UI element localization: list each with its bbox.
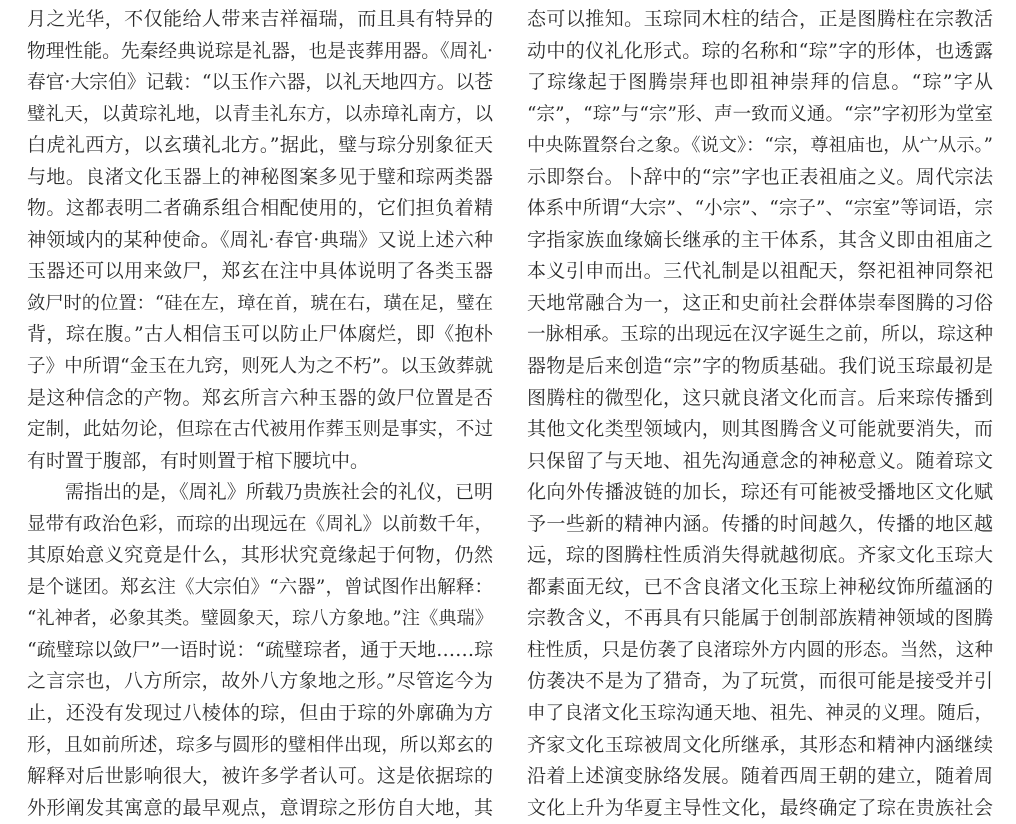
text-line: 一脉相承。玉琮的出现远在汉字诞生之前，所以，琮这种: [527, 324, 993, 346]
text-line: 予一些新的精神内涵。传播的时间越久，传播的地区越: [527, 512, 993, 535]
text-line: 态可以推知。玉琮同木柱的结合，正是图腾柱在宗教活: [527, 8, 993, 30]
text-line: 形，且如前所述，琮多与圆形的璧相伴出现，所以郑玄的: [27, 734, 493, 756]
text-line: 显带有政治色彩，而琮的出现远在《周礼》以前数千年，: [27, 513, 493, 535]
text-line: 背，琮在腹。”古人相信玉可以防止尸体腐烂，即《抱朴: [27, 323, 493, 346]
text-line: 了琮缘起于图腾崇拜也即祖神崇拜的信息。“琮”字从: [527, 71, 993, 94]
text-line: 申了良渚文化玉琮沟通天地、祖先、神灵的义理。随后，: [527, 703, 993, 725]
text-line: 宗教含义，不再具有只能属于创制部族精神领域的图腾: [527, 607, 993, 630]
text-line: 春官·大宗伯》记载：“以玉作六器，以礼天地四方。以苍: [27, 72, 493, 94]
text-line: 图腾柱的微型化，这只就良渚文化而言。后来琮传播到: [527, 386, 993, 409]
text-line: 示即祭台。卜辞中的“宗”字也正表祖庙之义。周代宗法: [527, 165, 993, 188]
text-line: 仿袭决不是为了猎奇，为了玩赏，而很可能是接受并引: [527, 670, 993, 693]
text-line: 天地常融合为一，这正和史前社会群体崇奉图腾的习俗: [527, 291, 993, 314]
text-line: 月之光华，不仅能给人带来吉祥福瑞，而且具有特异的: [27, 8, 493, 30]
text-line: 都素面无纹，已不含良渚文化玉琮上神秘纹饰所蕴涵的: [527, 575, 993, 598]
text-line: 文化上升为华夏主导性文化，最终确定了琮在贵族社会: [527, 796, 993, 819]
text-line: 与地。良渚文化玉器上的神秘图案多见于璧和琮两类器: [27, 165, 493, 188]
text-line: 玉器还可以用来敛尸，郑玄在注中具体说明了各类玉器: [27, 260, 493, 283]
text-line: 神领域内的某种使命。《周礼·春官·典瑞》又说上述六种: [27, 228, 493, 251]
text-line: 敛尸时的位置：“硅在左，璋在首，琥在右，璜在足，璧在: [27, 292, 493, 314]
text-line: 体系中所谓“大宗”、“小宗”、“宗子”、“宗室”等词语，宗: [527, 198, 993, 220]
text-line: 解释对后世影响很大，被许多学者认可。这是依据琮的: [27, 765, 493, 788]
text-line: 止，还没有发现过八棱体的琮，但由于琮的外廓确为方: [27, 702, 493, 725]
text-line: 其他文化类型领域内，则其图腾含义可能就要消失，而: [527, 418, 993, 441]
text-line: 白虎礼西方，以玄璜礼北方。”据此，璧与琮分别象征天: [27, 134, 493, 157]
right-text-column: [527, 4, 993, 824]
text-line: 动中的仪礼化形式。琮的名称和“琮”字的形体，也透露: [527, 39, 993, 62]
text-line: 定制，此姑勿论，但琮在古代被用作葬玉则是事实，不过: [27, 419, 493, 441]
text-line: 齐家文化玉琮被周文化所继承，其形态和精神内涵继续: [527, 733, 993, 756]
text-line: 物。这都表明二者确系组合相配使用的，它们担负着精: [27, 197, 493, 220]
text-line: 子》中所谓“金玉在九窍，则死人为之不朽”。以玉敛葬就: [27, 356, 493, 378]
text-line: 物理性能。先秦经典说琮是礼器，也是丧葬用器。《周礼·: [27, 40, 493, 62]
text-line: 璧礼天，以黄琮礼地，以青圭礼东方，以赤璋礼南方，以: [27, 103, 493, 125]
text-line: 其原始意义究竟是什么，其形状究竟缘起于何物，仍然: [27, 544, 493, 567]
text-line: 只保留了与天地、祖先沟通意念的神秘意义。随着琮文: [527, 449, 993, 472]
text-line: 是这种信念的产物。郑玄所言六种玉器的敛尸位置是否: [27, 386, 493, 409]
text-line: 本义引申而出。三代礼制是以祖配天，祭祀祖神同祭祀: [527, 260, 993, 283]
text-line: “礼神者，必象其类。璧圆象天，琮八方象地。”注《典瑞》: [27, 608, 493, 630]
text-line: 远，琮的图腾柱性质消失得就越彻底。齐家文化玉琮大: [527, 544, 993, 567]
paragraph-first-line: 需指出的是，《周礼》所载乃贵族社会的礼仪，已明: [65, 481, 493, 504]
text-line: “疏璧琮以敛尸”一语时说：“疏璧琮者，通于天地……琮: [27, 638, 493, 661]
text-line: 器物是后来创造“宗”字的物质基础。我们说玉琮最初是: [527, 355, 993, 378]
text-line: “宗”，“琮”与“宗”形、声一致而义通。“宗”字初形为堂室: [527, 103, 993, 125]
text-line: 外形阐发其寓意的最早观点，意谓琮之形仿自大地，其: [27, 796, 493, 819]
text-line: 之言宗也，八方所宗，故外八方象地之形。”尽管迄今为: [27, 670, 493, 693]
text-line: 是个谜团。郑玄注《大宗伯》“六器”，曾试图作出解释：: [27, 576, 493, 598]
text-line: 沿着上述演变脉络发展。随着西周王朝的建立，随着周: [527, 765, 993, 788]
text-line: 字指家族血缘嫡长继承的主干体系，其含义即由祖庙之: [527, 228, 993, 251]
text-line: 柱性质，只是仿袭了良渚琮外方内圆的形态。当然，这种: [527, 639, 993, 661]
paragraph-end-line: 有时置于腹部，有时则置于棺下腰坑中。: [27, 449, 370, 472]
left-text-column: [27, 4, 493, 824]
text-line: 中央陈置祭台之象。《说文》：“宗，尊祖庙也，从宀从示。”: [527, 135, 993, 157]
text-line: 化向外传播波链的加长，琮还有可能被受播地区文化赋: [527, 481, 993, 504]
